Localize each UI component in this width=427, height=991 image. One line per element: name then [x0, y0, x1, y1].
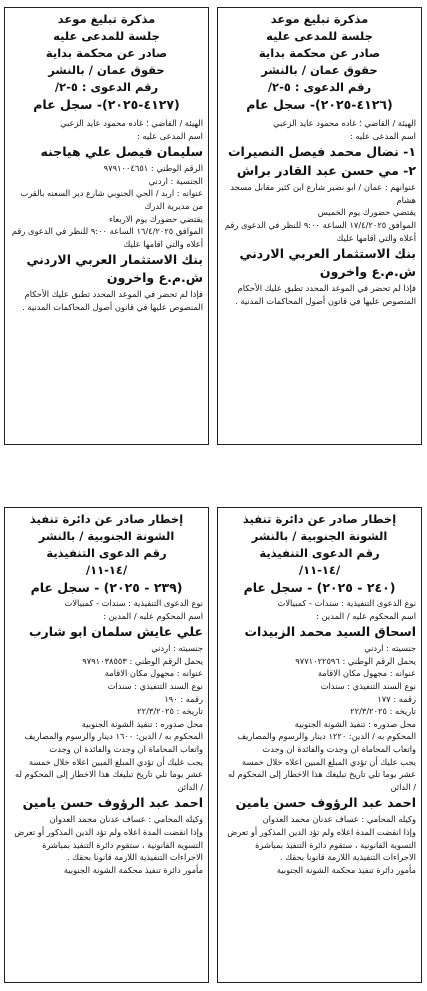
- defendant-name: ١- نضال محمد فيصل النصيرات: [227, 144, 416, 160]
- detail-line: يجب عليك أن تؤدي المبلغ المبين اعلاه خلال خمسة عشر يوما تلي تاريخ تبليغك هذا الاخطار إلى المحكوم له / الدائن: [227, 756, 416, 792]
- case-label: /١٤-١١/: [85, 563, 128, 577]
- detail-line: المحكوم به / الدين: ١٦٠٠ دينار والرسوم والمصاريف واتعاب المحاماة ان وجدت والفائدة ان وجدت: [24, 731, 203, 754]
- nationality: الجنسية : اردني: [148, 175, 203, 186]
- case-number: (٤١٢٧-٢٠٢٥)- سجل عام: [33, 97, 180, 112]
- defendant-address: عنوانه : اربد / الحي الجنوبي شارع دير السعنه بالقرب من مديرية الدرك: [20, 188, 203, 211]
- plaintiff-name: بنك الاستثمار العربي الاردني ش.م.ع واخرون: [239, 246, 416, 280]
- detail-line: عنوانه : مجهول مكان الاقامة: [317, 668, 416, 679]
- detail-line: نوع السند التنفيذي : سندات: [320, 680, 416, 691]
- creditor-name: احمد عبد الرؤوف حسن يامين: [235, 795, 416, 811]
- case-number: (٢٤٠ - ٢٠٢٥) - سجل عام: [243, 580, 396, 595]
- detail-line: رقمه : ١٩٠: [164, 693, 203, 704]
- detail-line: رقمه : ١٧٧: [377, 693, 416, 704]
- detail-line: عنوانه : مجهول مكان الاقامة: [104, 668, 203, 679]
- debtor-label: اسم المحكوم عليه / المدين :: [316, 610, 416, 621]
- notice-title-line: جلسة للمدعى عليه: [53, 29, 160, 43]
- defendant-label: اسم المدعى عليه :: [350, 130, 416, 141]
- detail-line: جنسيته : اردني: [151, 643, 203, 654]
- warning-text: فإذا لم تحضر في الموعد المحدد تطبق عليك الأحكام المنصوص عليها في قانون أصول المحاكمات المدنية .: [22, 289, 203, 312]
- detail-line: يجب عليك أن تؤدي المبلغ المبين اعلاه خلال خمسة عشر يوما تلي تاريخ تبليغك هذا الاخطار إلى المحكوم له / الدائن: [14, 756, 203, 792]
- defendant-name: سليمان فيصل علي هياجنه: [40, 144, 203, 160]
- attend-day: يقتضي حضورك يوم الخميس: [317, 207, 416, 218]
- detail-line: نوع السند التنفيذي : سندات: [107, 680, 203, 691]
- signature-line: مأمور دائرة تنفيذ محكمة الشونة الجنوبية: [276, 864, 416, 875]
- notice-title-line: جلسة للمدعى عليه: [266, 29, 373, 43]
- detail-line: تاريخه : ٢٢/٣/٢٠٢٥: [137, 706, 203, 717]
- debtor-label: اسم المحكوم عليه / المدين :: [103, 610, 203, 621]
- attend-day: يقتضي حضورك يوم الاربعاء: [108, 213, 203, 224]
- notice-summons-4127: [4, 7, 209, 445]
- notice-title-line: إخطار صادر عن دائرة تنفيذ: [242, 512, 397, 526]
- notice-execution-240: [217, 507, 422, 983]
- notice-title-line: رقم الدعوى التنفيذية: [46, 546, 167, 560]
- national-id: الرقم الوطني : ٩٧٩١٠٠٤٦٥١: [103, 163, 203, 174]
- notice-execution-239: [4, 507, 209, 983]
- notice-summons-4126: [217, 7, 422, 445]
- notice-title-line: رقم الدعوى التنفيذية: [259, 546, 380, 560]
- panel-judge: الهيئة / القاضي ؛ غاده محمود عايد الزعبي: [273, 118, 416, 128]
- case-number: (٤١٢٦-٢٠٢٥)- سجل عام: [246, 97, 393, 112]
- notice-title-line: الشونة الجنوبية / بالنشر: [251, 529, 388, 543]
- notice-title-line: حقوق عمان / بالنشر: [261, 63, 378, 77]
- detail-line: جنسيته : اردني: [364, 643, 416, 654]
- plaintiff-name: بنك الاستثمار العربي الاردني ش.م.ع واخرون: [26, 252, 203, 286]
- notice-title-line: صادر عن محكمة بداية: [258, 46, 381, 60]
- panel-judge: الهيئة / القاضي ؛ غاده محمود عايد الزعبي: [60, 118, 203, 128]
- defendant-label: اسم المدعى عليه :: [137, 130, 203, 141]
- defendant-address: عنوانهم : عمان / ابو نصير شارع ابن كثير مقابل مسجد هشام: [230, 182, 416, 205]
- debtor-name: اسحاق السيد محمد الزبيدات: [244, 624, 416, 640]
- notice-title-line: حقوق عمان / بالنشر: [48, 63, 165, 77]
- defendant-name: ٢- مي حسن عبد القادر براش: [236, 163, 416, 179]
- case-type: نوع الدعوى التنفيذية : سندات - كمبيالات: [277, 598, 416, 608]
- notice-title-line: مذكرة تبليغ موعد: [270, 12, 369, 26]
- debtor-name: علي عايش سلمان ابو شارب: [29, 624, 203, 640]
- creditor-name: احمد عبد الرؤوف حسن يامين: [22, 795, 203, 811]
- detail-line: محل صدوره : تنفيذ الشونة الجنوبية: [81, 718, 203, 729]
- detail-line: وإذا انقضت المدة اعلاه ولم تؤد الدين المذكور أو تعرض التسوية القانونية ، ستقوم دائرة التنفيذ بمباشرة الاجراءات التنفيذية اللازمة قانونا بحقك .: [14, 826, 203, 863]
- notice-title-line: إخطار صادر عن دائرة تنفيذ: [29, 512, 184, 526]
- case-label: رقم الدعوى : ٥-٢/: [54, 80, 159, 94]
- case-label: رقم الدعوى : ٥-٢/: [267, 80, 372, 94]
- signature-line: مأمور دائرة تنفيذ محكمة الشونة الجنوبية: [63, 864, 203, 875]
- detail-line: يحمل الرقم الوطني : ٩٧٧١٠٢٢٥٩٦: [295, 655, 416, 666]
- hearing-date: الموافق ١٦/٤/٢٠٢٥ الساعة ٩:٠٠ للنظر في الدعوى رقم أعلاه والتي اقامها عليك: [11, 226, 203, 249]
- case-number: (٢٣٩ - ٢٠٢٥) - سجل عام: [30, 580, 183, 595]
- notice-title-line: الشونة الجنوبية / بالنشر: [38, 529, 175, 543]
- detail-line: وإذا انقضت المدة اعلاه ولم تؤد الدين المذكور أو تعرض التسوية القانونية ، ستقوم دائرة التنفيذ بمباشرة الاجراءات التنفيذية اللازمة قانونا بحقك .: [227, 826, 416, 863]
- warning-text: فإذا لم تحضر في الموعد المحدد تطبق عليك الأحكام المنصوص عليها في قانون أصول المحاكمات المدنية .: [235, 283, 416, 306]
- detail-line: تاريخه : ٢٢/٣/٢٠٢٥: [350, 706, 416, 717]
- notice-title-line: مذكرة تبليغ موعد: [57, 12, 156, 26]
- notice-title-line: صادر عن محكمة بداية: [45, 46, 168, 60]
- hearing-date: الموافق ١٧/٤/٢٠٢٥ الساعة ٩:٠٠ للنظر في الدعوى رقم أعلاه والتي اقامها عليك: [224, 219, 416, 243]
- detail-line: يحمل الرقم الوطني : ٩٧٩١٠٣٨٥٥٣: [82, 655, 203, 666]
- detail-line: وكيله المحامي : عساف عدنان محمد العدوان: [262, 814, 416, 825]
- case-label: /١٤-١١/: [298, 563, 341, 577]
- detail-line: وكيله المحامي : عساف عدنان محمد العدوان: [49, 814, 203, 825]
- detail-line: المحكوم به / الدين: ١٢٢٠ دينار والرسوم والمصاريف واتعاب المحاماة ان وجدت والفائدة ان وجدت: [237, 731, 416, 754]
- detail-line: محل صدوره : تنفيذ الشونة الجنوبية: [294, 718, 416, 729]
- case-type: نوع الدعوى التنفيذية : سندات - كمبيالات: [64, 598, 203, 608]
